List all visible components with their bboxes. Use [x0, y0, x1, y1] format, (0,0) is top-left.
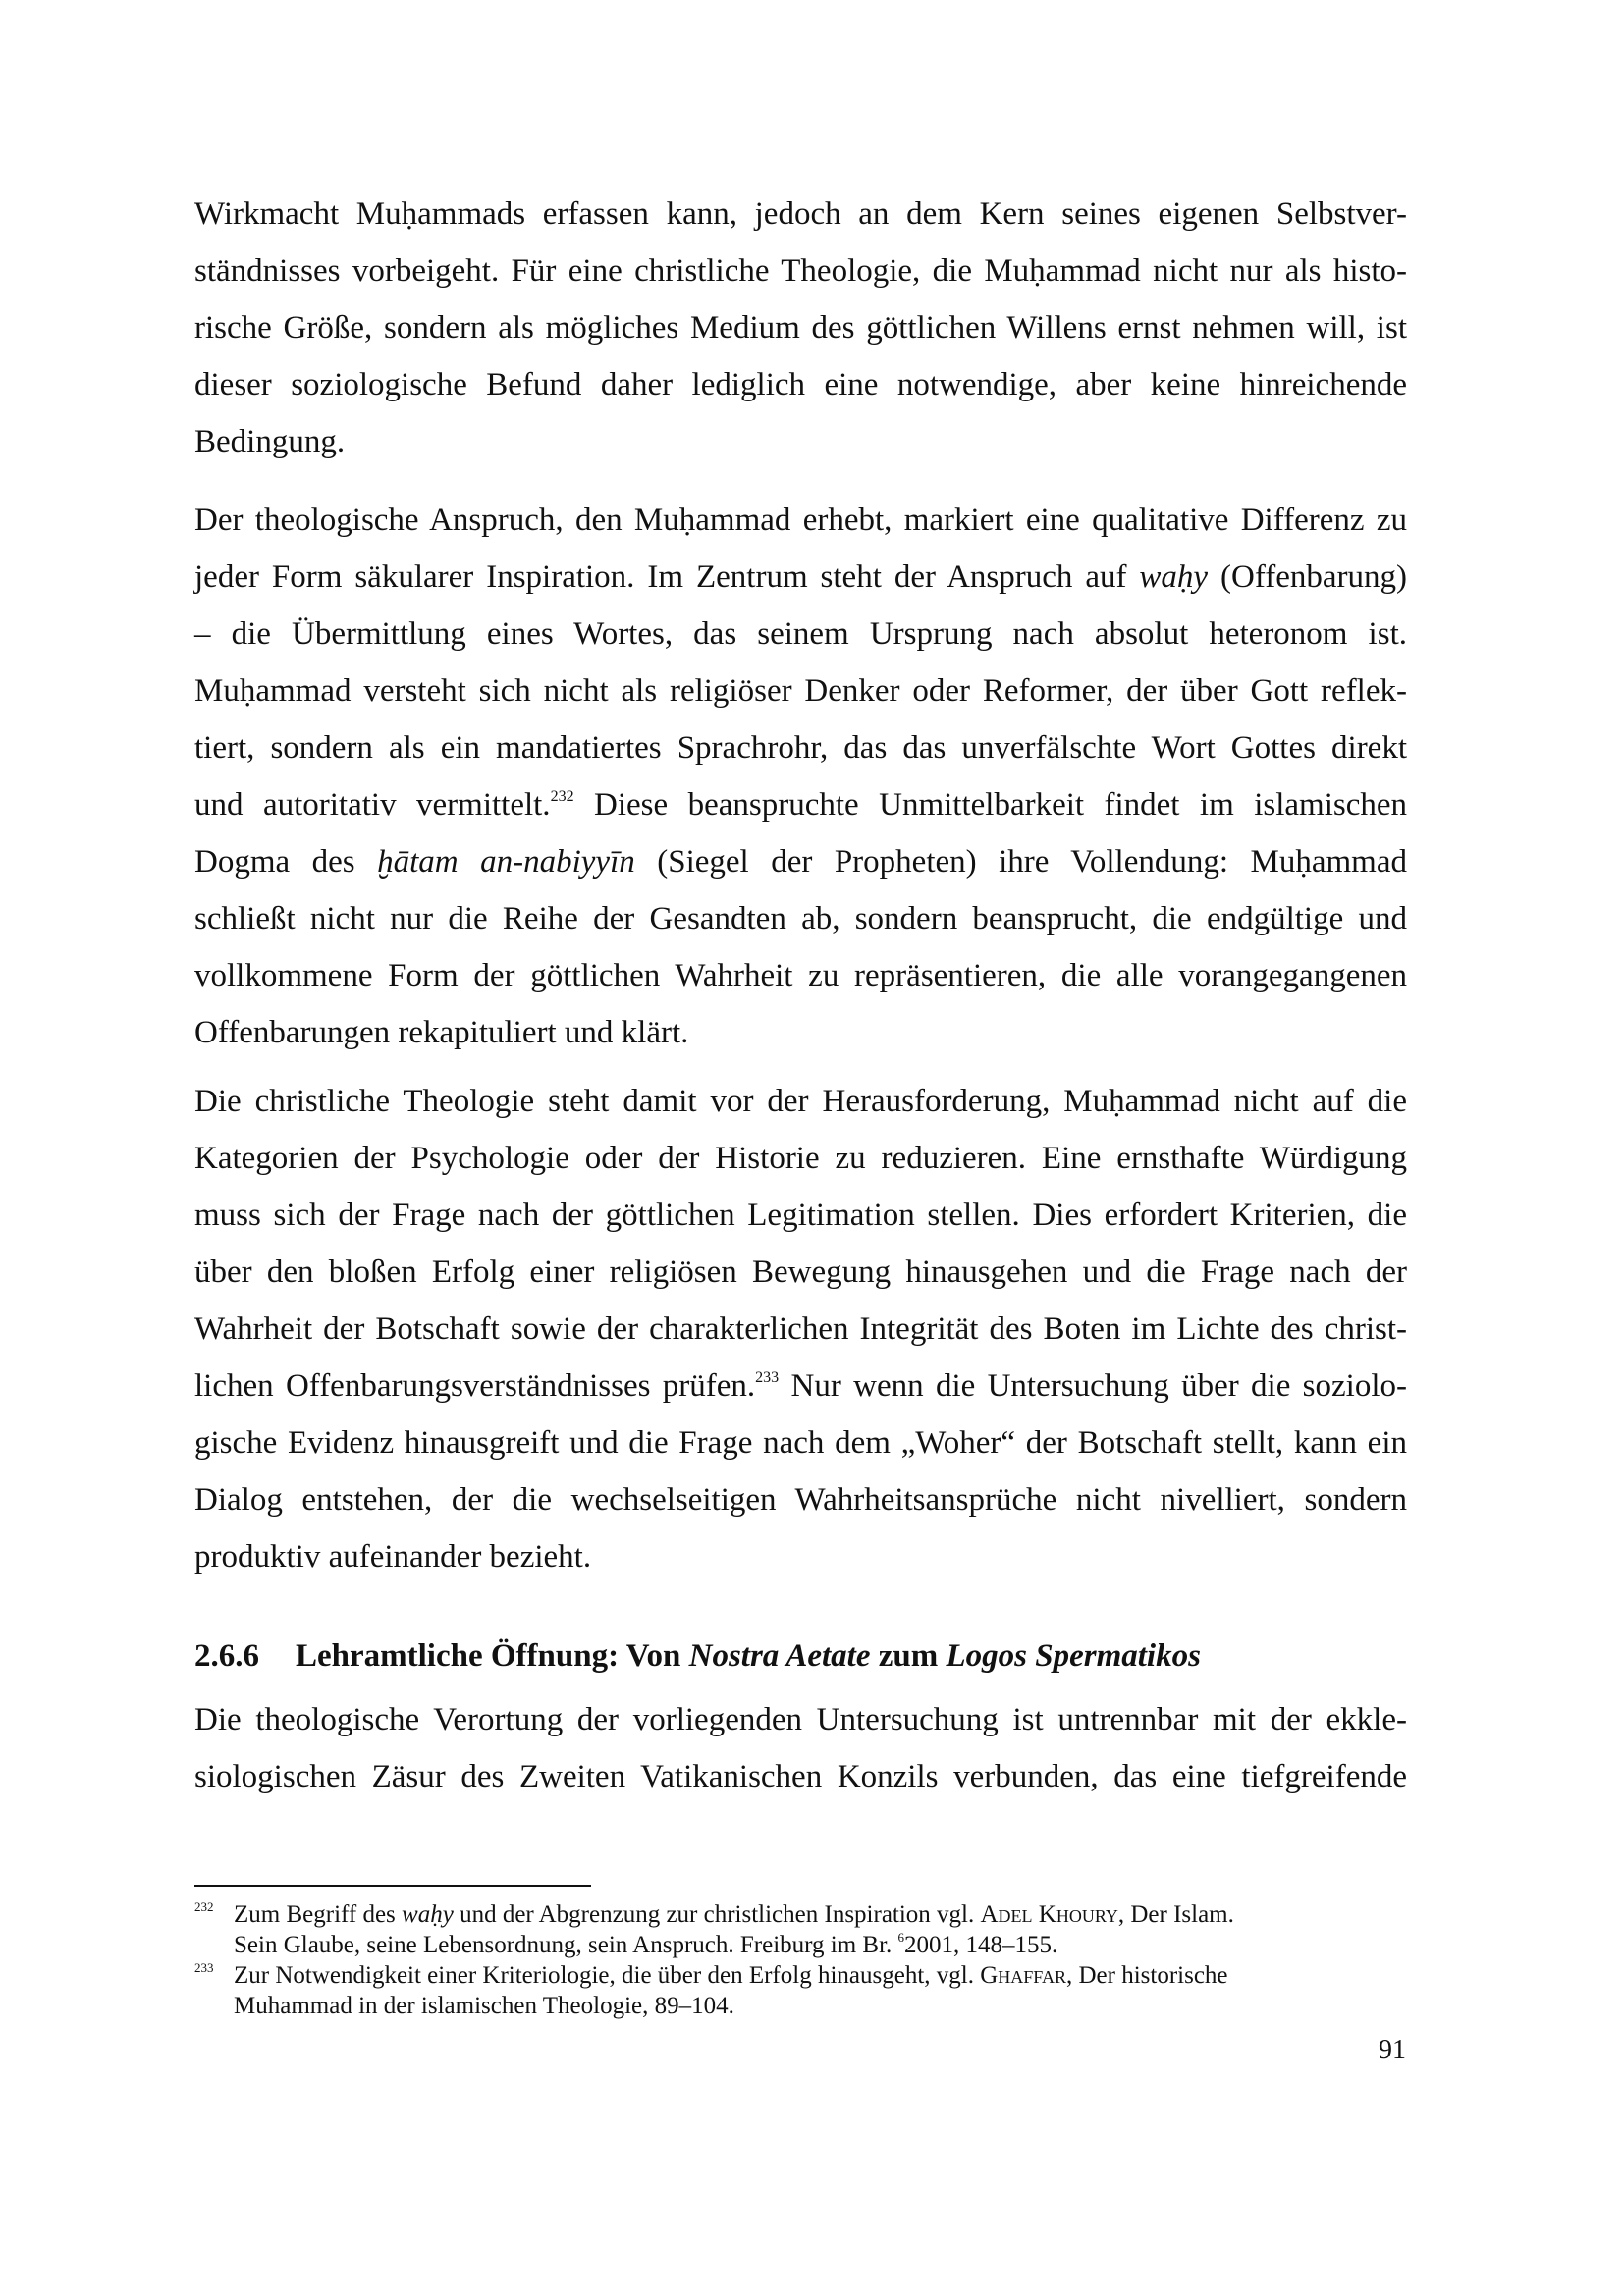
footnote-ref-232[interactable]: 232: [550, 788, 574, 805]
text-line: über den bloßen Erfolg einer religiösen Bewegung hinausgehen und die Frage nach der: [194, 1255, 1407, 1290]
text-line: Wirkmacht Muḥammads erfassen kann, jedoch an dem Kern seines eigenen Selbstver-: [194, 196, 1407, 232]
text-line: muss sich der Frage nach der göttlichen Legitimation stellen. Dies erfordert Kriterien, die: [194, 1198, 1407, 1233]
text-line: Kategorien der Psychologie oder der Historie zu reduzieren. Eine ernsthafte Würdigung: [194, 1141, 1407, 1176]
text-line: schließt nicht nur die Reihe der Gesandten ab, sondern beansprucht, die endgültige und: [194, 901, 1407, 936]
text-line: produktiv aufeinander bezieht.: [194, 1539, 592, 1575]
text-line: Muḥammad versteht sich nicht als religiöser Denker oder Reformer, der über Gott reflek-: [194, 673, 1407, 709]
text-line: vollkommene Form der göttlichen Wahrheit zu repräsentieren, die alle vorangegangenen: [194, 958, 1407, 993]
text-line: Dogma des ḫātam an-nabiyyīn (Siegel der Propheten) ihre Vollendung: Muḥammad: [194, 844, 1408, 880]
page-number: 91: [1379, 2035, 1406, 2065]
paragraph-4: [194, 1691, 1407, 1805]
italic-term: ḫātam an-nabiyyīn: [377, 844, 635, 880]
footnotes: [194, 1899, 1407, 2021]
text-line: Der theologische Anspruch, den Muḥammad erhebt, markiert eine qualitative Differenz zu: [194, 503, 1407, 538]
text-line: dieser soziologische Befund daher lediglich eine notwendige, aber keine hinreichende: [194, 367, 1407, 402]
paragraph-1: [194, 186, 1407, 470]
author-name: Ghaffar: [980, 1962, 1066, 1989]
italic-term: waḥy: [1139, 560, 1209, 595]
section-number: 2.6.6: [194, 1638, 259, 1674]
author-name: Adel Khoury: [980, 1901, 1118, 1928]
section-heading: 2.6.6 Lehramtliche Öffnung: Von Nostra Aetate zum Logos Spermatikos: [194, 1628, 1201, 1684]
text-line: Die theologische Verortung der vorliegenden Untersuchung ist untrennbar mit der ekkle-: [194, 1702, 1407, 1737]
paragraph-3: [194, 1073, 1407, 1585]
text-line: Dialog entstehen, der die wechselseitigen Wahrheitsansprüche nicht nivelliert, sondern: [194, 1482, 1407, 1518]
footnote-separator: [194, 1885, 591, 1887]
footnote-233: $^{233}$ Zur Notwendigkeit einer Kriteriologie, die über den Erfolg hinausgeht, vgl. Ghaffar, Der historische: [194, 1960, 1228, 1989]
footnote-ref-233[interactable]: 233: [755, 1369, 780, 1386]
footnote-232-cont: Sein Glaube, seine Lebensordnung, sein Anspruch. Freiburg im Br. $^6$2001, 148–155.: [234, 1930, 1058, 1958]
text-line: Wahrheit der Botschaft sowie der charakterlichen Integrität des Boten im Lichte des christ-: [194, 1311, 1407, 1347]
text-line: Die christliche Theologie steht damit vor der Herausforderung, Muḥammad nicht auf die: [194, 1084, 1407, 1119]
text-line: tiert, sondern als ein mandatiertes Sprachrohr, das das unverfälschte Wort Gottes direkt: [194, 730, 1407, 766]
text-line: siologischen Zäsur des Zweiten Vatikanischen Konzils verbunden, das eine tiefgreifende: [194, 1759, 1407, 1794]
text-line: ständnisses vorbeigeht. Für eine christliche Theologie, die Muḥammad nicht nur als histo-: [194, 253, 1407, 289]
text-line: – die Übermittlung eines Wortes, das seinem Ursprung nach absolut heteronom ist.: [194, 616, 1407, 652]
text-line: rische Größe, sondern als mögliches Medium des göttlichen Willens ernst nehmen will, ist: [194, 310, 1407, 346]
text-line: Offenbarungen rekapituliert und klärt.: [194, 1015, 689, 1050]
text-line: und autoritativ vermittelt.$^{232}$ Diese beanspruchte Unmittelbarkeit findet im islamischen: [194, 787, 1407, 823]
paragraph-2: [194, 492, 1407, 1061]
text-line: jeder Form säkularer Inspiration. Im Zentrum steht der Anspruch auf waḥy (Offenbarung): [194, 560, 1407, 595]
text-line: gische Evidenz hinausgreift und die Frage nach dem „Woher“ der Botschaft stellt, kann ein: [194, 1425, 1407, 1461]
text-line: lichen Offenbarungsverständnisses prüfen.$^{233}$ Nur wenn die Untersuchung über die soziolo-: [194, 1368, 1407, 1404]
text-line: Bedingung.: [194, 424, 346, 459]
footnote-232: $^{232}$ Zum Begriff des waḥy und der Abgrenzung zur christlichen Inspiration vgl. Adel Khoury, Der Islam.: [194, 1899, 1234, 1928]
footnote-233-cont: Muhammad in der islamischen Theologie, 89–104.: [234, 1993, 734, 2019]
